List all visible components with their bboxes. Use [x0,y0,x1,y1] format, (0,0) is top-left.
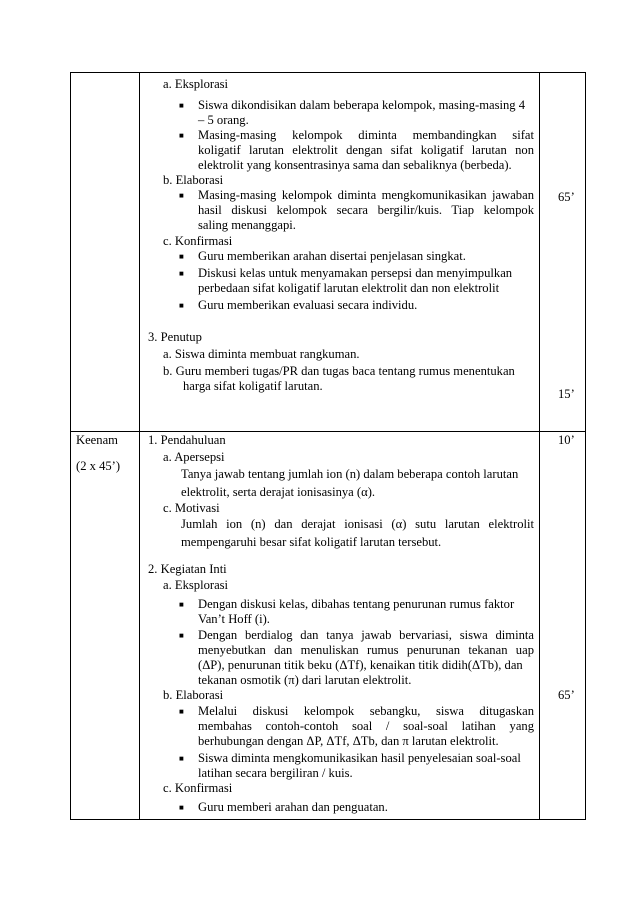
column-divider-1 [139,73,140,819]
eksplorasi-bullet-2-line-1: Masing-masing kelompok diminta membandingkan sifat [198,128,534,142]
eksplorasi-bullet-1-line-2: – 5 orang. [198,113,249,127]
eksplorasi-bullet-1-line-1: Siswa dikondisikan dalam beberapa kelompok, masing-masing 4 [198,98,526,112]
apersepsi-text-line-2: elektrolit, serta derajat ionisasinya (α). [181,485,376,499]
bullet-icon: ■ [179,191,184,200]
elaborasi-heading: b. Elaborasi [163,173,224,187]
inti-eksplorasi-bullet-1-line-1: Dengan diskusi kelas, dibahas tentang penurunan rumus faktor [198,597,515,611]
penutup-item-a: a. Siswa diminta membuat rangkuman. [163,347,360,361]
bullet-icon: ■ [179,269,184,278]
bullet-icon: ■ [179,803,184,812]
konfirmasi-heading: c. Konfirmasi [163,234,233,248]
eksplorasi-heading: a. Eksplorasi [163,77,229,91]
elaborasi-bullet-1-line-1: Masing-masing kelompok diminta mengkomunikasikan jawaban [198,188,534,202]
elaborasi-bullet-1-line-3: saling menanggapi. [198,218,296,232]
inti-eksplorasi-bullet-2-line-1: Dengan berdialog dan tanya jawab bervariasi, siswa diminta [198,628,534,642]
bullet-icon: ■ [179,600,184,609]
inti-eksplorasi-heading: a. Eksplorasi [163,578,229,592]
bullet-icon: ■ [179,707,184,716]
duration-label: (2 x 45’) [76,459,121,473]
kegiatan-inti-heading: 2. Kegiatan Inti [148,562,227,576]
konfirmasi-bullet-2-line-2: perbedaan sifat koligatif larutan elektrolit dan non elektrolit [198,281,500,295]
apersepsi-heading: a. Apersepsi [163,450,225,464]
bullet-icon: ■ [179,252,184,261]
eksplorasi-bullet-2-line-3: elektrolit yang konsentrasinya sama dan sebaliknya (berbeda). [198,158,512,172]
bullet-icon: ■ [179,101,184,110]
inti-elaborasi-bullet-1-line-3: berhubungan dengan ΔP, ΔTf, ΔTb, dan π larutan elektrolit. [198,734,499,748]
inti-eksplorasi-bullet-1-line-2: Van’t Hoff (i). [198,612,270,626]
inti-elaborasi-bullet-2-line-1: Siswa diminta mengkomunikasikan hasil penyelesaian soal-soal [198,751,521,765]
column-divider-2 [539,73,540,819]
inti-elaborasi-heading: b. Elaborasi [163,688,224,702]
pendahuluan-heading: 1. Pendahuluan [148,433,226,447]
time-pendahuluan: 10’ [558,433,575,447]
inti-konfirmasi-bullet-1: Guru memberi arahan dan penguatan. [198,800,388,814]
inti-eksplorasi-bullet-2-line-2: menyebutkan dan menuliskan rumus penurunan tekanan uap [198,643,534,657]
inti-elaborasi-bullet-1-line-2: membahas contoh-contoh soal / soal-soal latihan yang [198,719,534,733]
bullet-icon: ■ [179,131,184,140]
inti-elaborasi-bullet-2-line-2: latihan secara bergiliran / kuis. [198,766,353,780]
inti-elaborasi-bullet-1-line-1: Melalui diskusi kelompok sebangku, siswa ditugaskan [198,704,534,718]
row-divider [71,431,585,432]
motivasi-text-line-2: mempengaruhi besar sifat koligatif larutan tersebut. [181,535,442,549]
time-inti-1: 65’ [558,190,575,204]
bullet-icon: ■ [179,631,184,640]
apersepsi-text-line-1: Tanya jawab tentang jumlah ion (n) dalam beberapa contoh larutan [181,467,519,481]
penutup-item-b-line-1: b. Guru memberi tugas/PR dan tugas baca tentang rumus menentukan [163,364,515,378]
penutup-item-b-line-2: harga sifat koligatif larutan. [183,379,323,393]
inti-konfirmasi-heading: c. Konfirmasi [163,781,233,795]
penutup-heading: 3. Penutup [148,330,202,344]
motivasi-text-line-1: Jumlah ion (n) dan derajat ionisasi (α) sutu larutan elektrolit [181,517,534,531]
motivasi-heading: c. Motivasi [163,501,220,515]
bullet-icon: ■ [179,301,184,310]
inti-eksplorasi-bullet-2-line-3: (ΔP), penurunan titik beku (ΔTf), kenaikan titik didih(ΔTb), dan [198,658,523,672]
elaborasi-bullet-1-line-2: hasil diskusi kelompok secara bergilir/kuis. Tiap kelompok [198,203,534,217]
konfirmasi-bullet-2-line-1: Diskusi kelas untuk menyamakan persepsi dan menyimpulkan [198,266,513,280]
konfirmasi-bullet-3: Guru memberikan evaluasi secara individu. [198,298,418,312]
bullet-icon: ■ [179,754,184,763]
day-label: Keenam [76,433,118,447]
time-penutup: 15’ [558,387,575,401]
eksplorasi-bullet-2-line-2: koligatif larutan elektrolit dengan sifat koligatif larutan non [198,143,534,157]
konfirmasi-bullet-1: Guru memberikan arahan disertai penjelasan singkat. [198,249,466,263]
time-inti-2: 65’ [558,688,575,702]
inti-eksplorasi-bullet-2-line-4: tekanan osmotik (π) dari larutan elektrolit. [198,673,412,687]
